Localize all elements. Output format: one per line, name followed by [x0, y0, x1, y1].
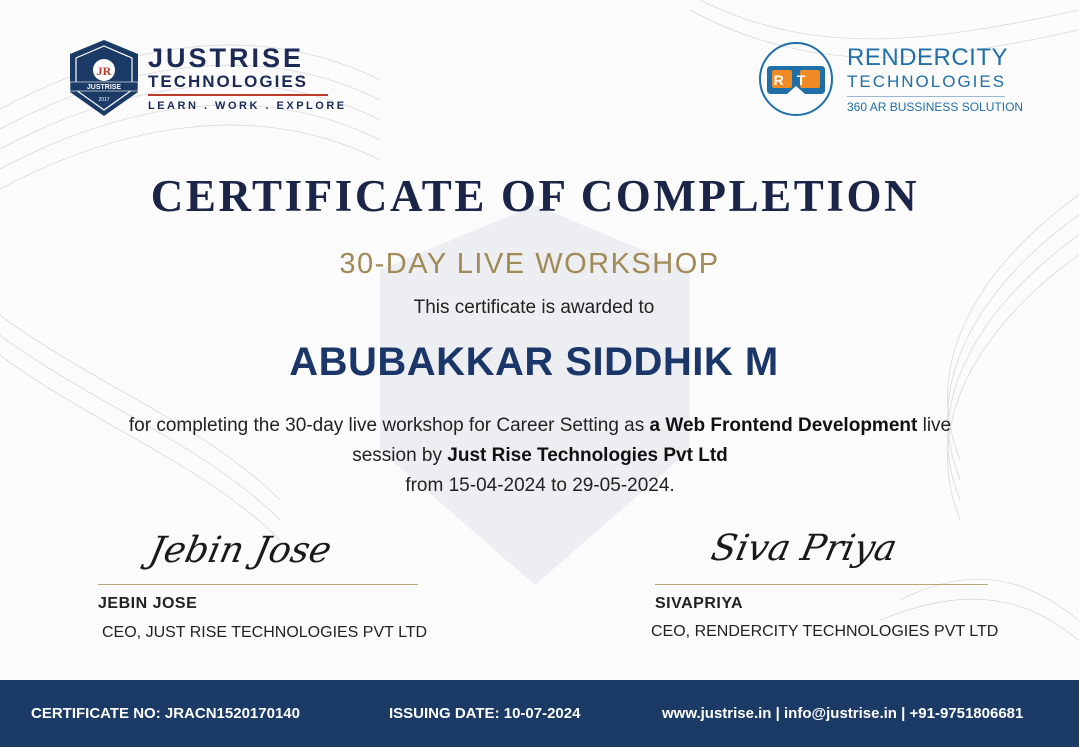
- justrise-name: JUSTRISE: [148, 43, 305, 73]
- certificate-number: CERTIFICATE NO: JRACN1520170140: [31, 705, 300, 722]
- signature-siva-priya: Siva Priya: [707, 528, 901, 569]
- rendercity-logo: [755, 40, 1023, 118]
- issuing-date: ISSUING DATE: 10-07-2024: [389, 705, 581, 722]
- signatory-role-left: CEO, JUST RISE TECHNOLOGIES PVT LTD: [102, 624, 428, 641]
- company-name: Just Rise Technologies Pvt Ltd: [447, 445, 728, 466]
- justrise-tagline: LEARN . WORK . EXPLORE: [148, 100, 347, 112]
- justrise-subname: TECHNOLOGIES: [148, 72, 309, 91]
- signature-line-left: [98, 584, 418, 585]
- footer-bar: [0, 680, 1079, 747]
- justrise-logo: [68, 38, 347, 118]
- justrise-emblem-mark: JR: [96, 64, 112, 78]
- body-text-1: for completing the 30-day live workshop for Career Setting as: [128, 415, 650, 436]
- justrise-emblem-text: JUSTRISE: [86, 84, 122, 91]
- signatory-name-left: JEBIN JOSE: [98, 595, 198, 612]
- justrise-divider: [148, 94, 328, 96]
- rendercity-emblem-mark: RT: [773, 72, 819, 88]
- recipient-name: ABUBAKKAR SIDDHIK M: [289, 340, 779, 384]
- signature-jebin-jose: Jebin Jose: [145, 530, 336, 571]
- rendercity-name: RENDERCITY: [847, 43, 1009, 71]
- rendercity-subname: TECHNOLOGIES: [847, 71, 1007, 91]
- certificate-subtitle: 30-DAY LIVE WORKSHOP: [339, 248, 720, 280]
- rendercity-tagline: 360 AR BUSSINESS SOLUTION: [847, 99, 1024, 114]
- justrise-shield-icon: [68, 38, 140, 118]
- body-text-2: live session by: [352, 415, 952, 466]
- rendercity-vr-icon: [755, 40, 837, 118]
- signatory-name-right: SIVAPRIYA: [655, 595, 744, 612]
- certificate-body: [120, 411, 960, 501]
- certificate-title: CERTIFICATE OF COMPLETION: [150, 171, 920, 221]
- contact-info: www.justrise.in | info@justrise.in | +91-9751806681: [662, 705, 1024, 722]
- signature-line-right: [655, 584, 988, 585]
- justrise-emblem-year: 2017: [98, 97, 110, 103]
- awarded-text: This certificate is awarded to: [413, 297, 655, 318]
- course-name: a Web Frontend Development: [649, 415, 918, 436]
- rendercity-divider: [847, 96, 1005, 97]
- date-range: from 15-04-2024 to 29-05-2024.: [405, 475, 675, 496]
- signatory-role-right: CEO, RENDERCITY TECHNOLOGIES PVT LTD: [651, 623, 999, 640]
